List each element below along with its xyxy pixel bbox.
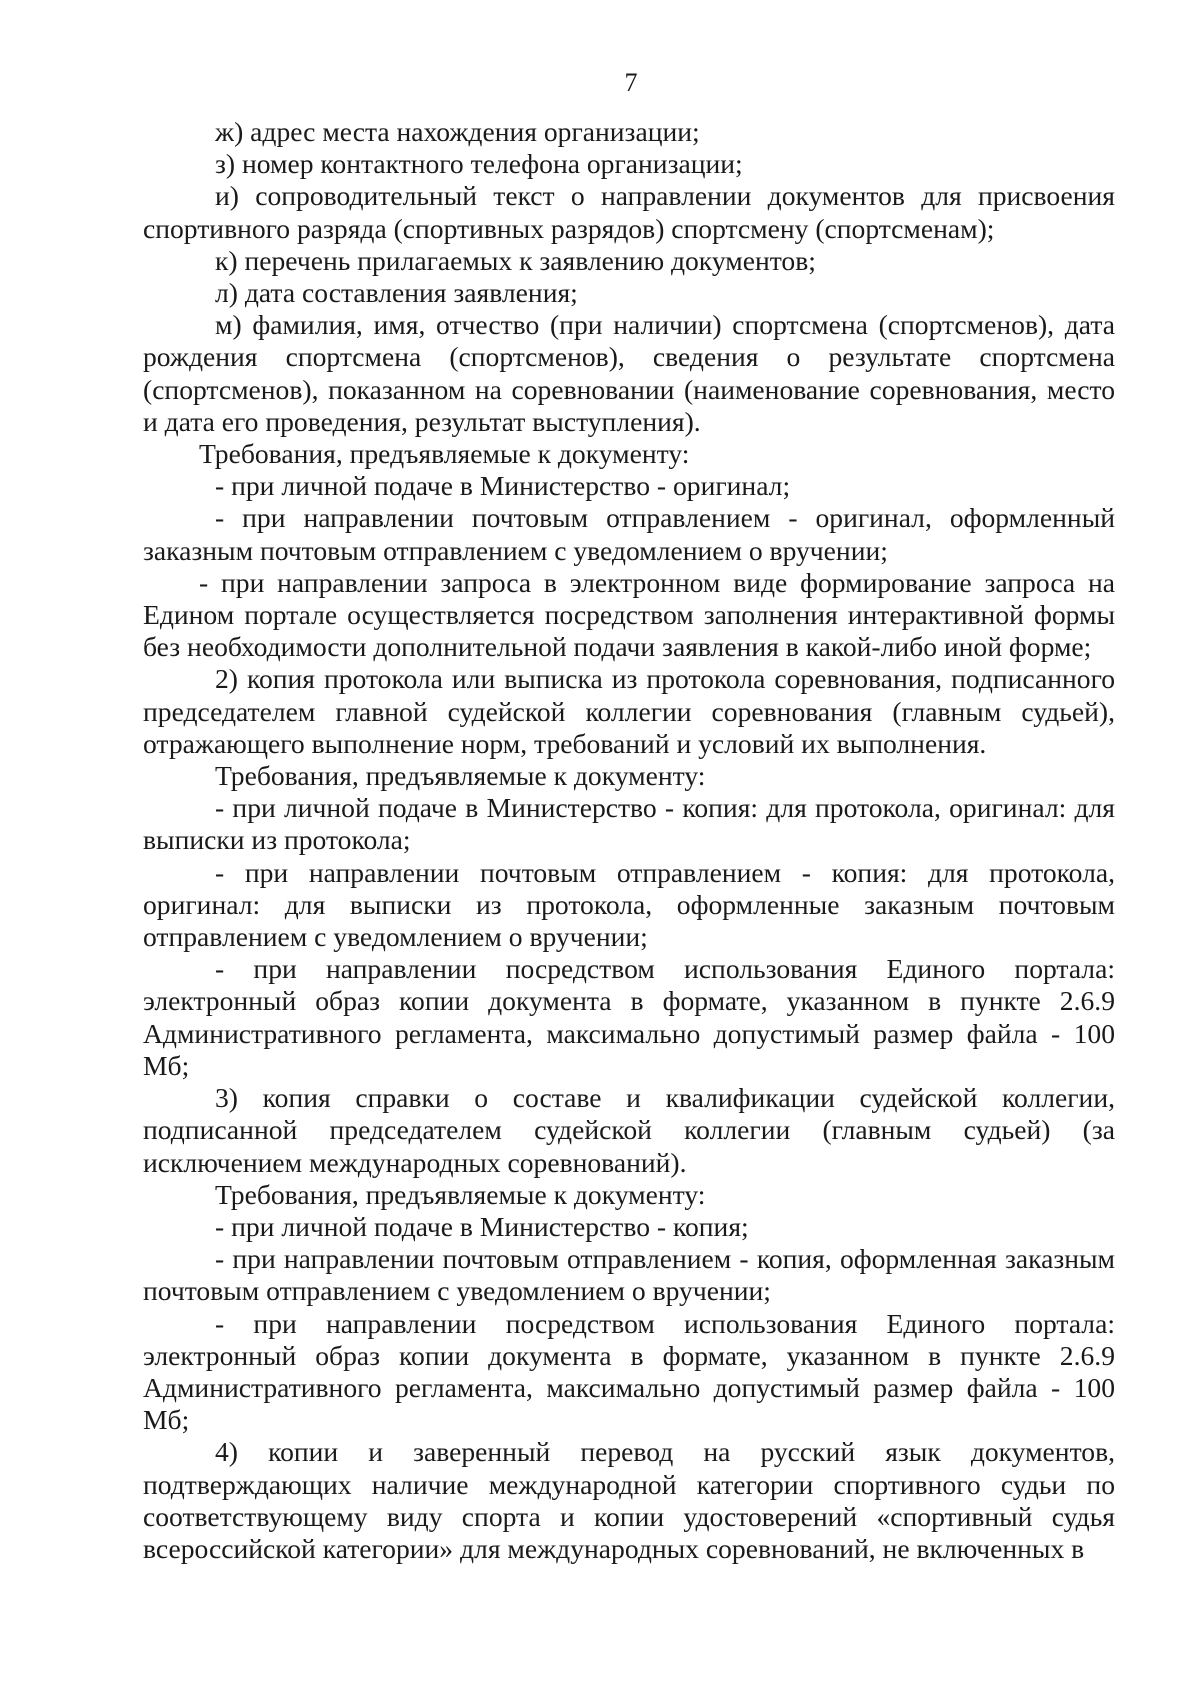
paragraph: - при направлении почтовым отправлением - копия: для протокола, оригинал: для выписки из протокола, оформленные заказным почтовым отправлением с уведомлением о вручении; xyxy=(143,856,1115,953)
paragraph: - при направлении посредством использования Единого портала: электронный образ копии документа в формате, указанном в пункте 2.6.9 Административного регламента, максимально допустимый размер файла - 100 Мб; xyxy=(143,1307,1115,1436)
paragraph: - при личной подаче в Министерство - копия; xyxy=(215,1210,749,1242)
paragraph: - при направлении посредством использования Единого портала: электронный образ копии документа в формате, указанном в пункте 2.6.9 Административного регламента, максимально допустимый размер файла - 100 Мб; xyxy=(143,953,1115,1081)
paragraph: к) перечень прилагаемых к заявлению документов; xyxy=(215,244,816,276)
paragraph: - при направлении почтовым отправлением - оригинал, оформленный заказным почтовым отправлением с уведомлением о вручении; xyxy=(143,502,1115,566)
paragraph: - при личной подаче в Министерство - копия: для протокола, оригинал: для выписки из протокола; xyxy=(143,792,1115,856)
document-body xyxy=(143,116,1115,1565)
page-number: 7 xyxy=(624,68,638,97)
paragraph: л) дата составления заявления; xyxy=(215,277,578,309)
paragraph: 2) копия протокола или выписка из протокола соревнования, подписанного председателем главной судейской коллегии соревнования (главным судьей), отражающего выполнение норм, требований и условий их выполнения. xyxy=(143,663,1115,759)
paragraph: Требования, предъявляемые к документу: xyxy=(199,438,690,470)
paragraph: 3) копия справки о составе и квалификации судейской коллегии, подписанной председателем судейской коллегии (главным судьей) (за исключением международных соревнований). xyxy=(143,1082,1115,1178)
paragraph: м) фамилия, имя, отчество (при наличии) спортсмена (спортсменов), дата рождения спортсмена (спортсменов), сведения о результате спортсмена (спортсменов), показанном на соревновании (наименование соревнования, место и дата его проведения, результат выступления). xyxy=(143,309,1115,437)
paragraph: ж) адрес места нахождения организации; xyxy=(215,116,700,147)
paragraph: - при направлении почтовым отправлением - копия, оформленная заказным почтовым отправлением с уведомлением о вручении; xyxy=(143,1243,1115,1307)
paragraph: 4) копии и заверенный перевод на русский язык документов, подтверждающих наличие международной категории спортивного судьи по соответствующему виду спорта и копии удостоверений «спортивный судья всероссийской категории» для международных соревнований, не включенных в xyxy=(143,1436,1115,1564)
paragraph: з) номер контактного телефона организации; xyxy=(215,148,743,180)
paragraph: и) сопроводительный текст о направлении документов для присвоения спортивного разряда (спортивных разрядов) спортсмену (спортсменам); xyxy=(143,180,1115,244)
paragraph: - при личной подаче в Министерство - оригинал; xyxy=(215,470,791,502)
paragraph: - при направлении запроса в электронном виде формирование запроса на Едином портале осуществляется посредством заполнения интерактивной формы без необходимости дополнительной подачи заявления в какой-либо иной форме; xyxy=(143,566,1115,663)
paragraph: Требования, предъявляемые к документу: xyxy=(215,760,706,792)
paragraph: Требования, предъявляемые к документу: xyxy=(215,1178,706,1210)
